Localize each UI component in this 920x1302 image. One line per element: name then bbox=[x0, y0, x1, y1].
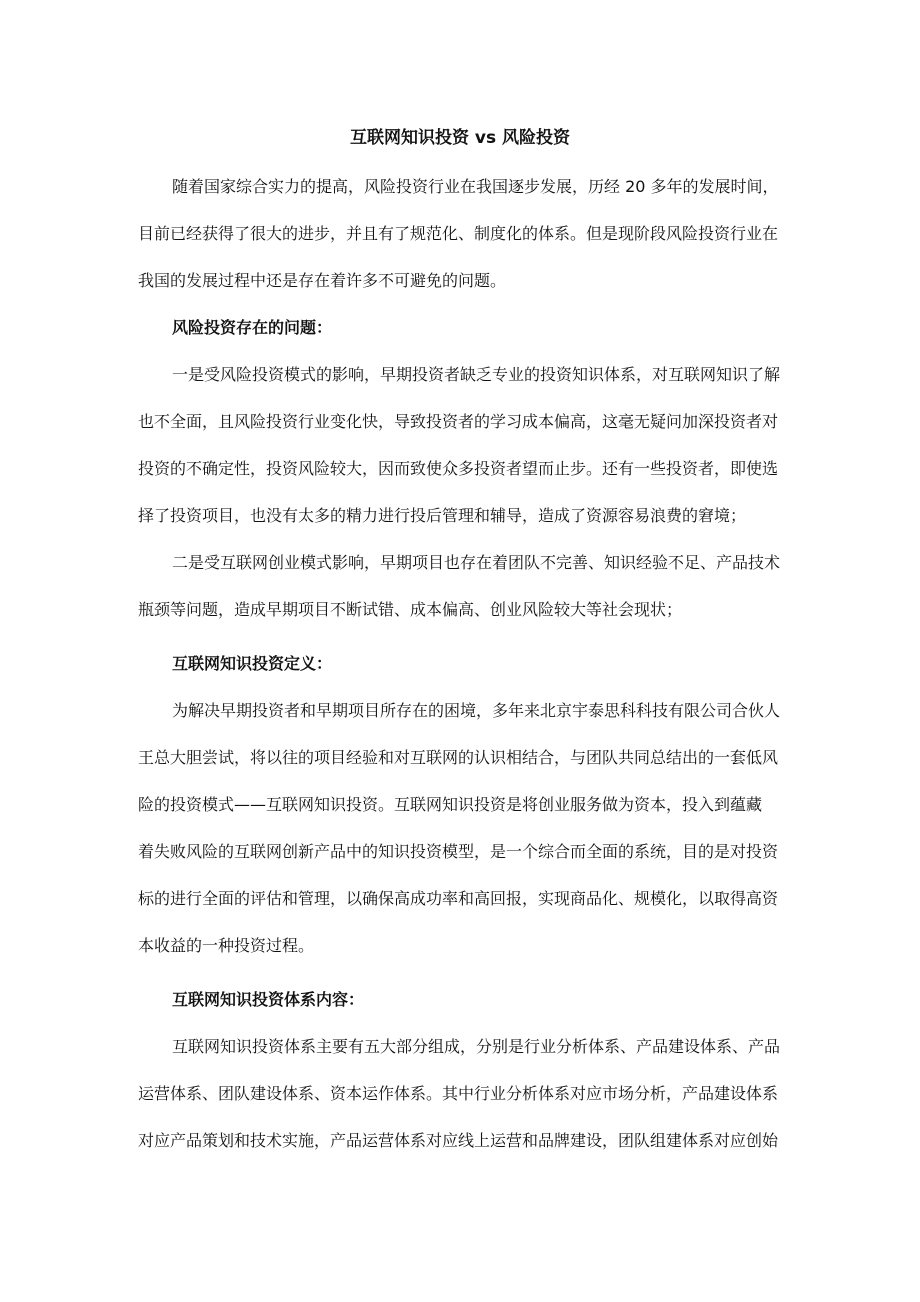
paragraph-line: 为解决早期投资者和早期项目所存在的困境，多年来北京宇泰思科科技有限公司合伙人 bbox=[172, 701, 781, 720]
paragraph-line: 我国的发展过程中还是存在着许多不可避免的问题。 bbox=[138, 271, 507, 290]
section-heading: 风险投资存在的问题： bbox=[172, 318, 333, 337]
paragraph-line: 随着国家综合实力的提高，风险投资行业在我国逐步发展，历经 20 多年的发展时间， bbox=[172, 177, 779, 196]
document-body bbox=[138, 163, 788, 1164]
paragraph bbox=[138, 163, 788, 304]
paragraph-line: 着失败风险的互联网创新产品中的知识投资模型，是一个综合而全面的系统，目的是对投资 bbox=[138, 842, 779, 861]
paragraph-line: 择了投资项目，也没有太多的精力进行投后管理和辅导，造成了资源容易浪费的窘境； bbox=[138, 506, 747, 525]
paragraph-line: 互联网知识投资体系主要有五大部分组成，分别是行业分析体系、产品建设体系、产品 bbox=[172, 1037, 781, 1056]
paragraph-line: 标的进行全面的评估和管理，以确保高成功率和高回报，实现商品化、规模化，以取得高资 bbox=[138, 889, 779, 908]
paragraph-line: 瓶颈等问题，造成早期项目不断试错、成本偏高、创业风险较大等社会现状； bbox=[138, 600, 683, 619]
paragraph-line: 投资的不确定性，投资风险较大，因而致使众多投资者望而止步。还有一些投资者，即使选 bbox=[138, 459, 779, 478]
paragraph-line: 也不全面，且风险投资行业变化快，导致投资者的学习成本偏高，这毫无疑问加深投资者对 bbox=[138, 412, 779, 431]
paragraph-line: 王总大胆尝试，将以往的项目经验和对互联网的认识相结合，与团队共同总结出的一套低风 bbox=[138, 748, 779, 767]
paragraph bbox=[138, 1023, 788, 1164]
section-heading: 互联网知识投资体系内容： bbox=[172, 990, 365, 1009]
section-heading: 互联网知识投资定义： bbox=[172, 654, 333, 673]
paragraph-line: 一是受风险投资模式的影响，早期投资者缺乏专业的投资知识体系，对互联网知识了解 bbox=[172, 365, 781, 384]
document-title: 互联网知识投资 vs 风险投资 bbox=[349, 128, 571, 148]
paragraph bbox=[138, 351, 788, 539]
paragraph-line: 对应产品策划和技术实施，产品运营体系对应线上运营和品牌建设，团队组建体系对应创始 bbox=[138, 1131, 779, 1150]
paragraph-line: 运营体系、团队建设体系、资本运作体系。其中行业分析体系对应市场分析，产品建设体系 bbox=[138, 1084, 779, 1103]
paragraph-line: 目前已经获得了很大的进步，并且有了规范化、制度化的体系。但是现阶段风险投资行业在 bbox=[138, 224, 779, 243]
paragraph-line: 本收益的一种投资过程。 bbox=[138, 936, 315, 955]
paragraph-line: 险的投资模式——互联网知识投资。互联网知识投资是将创业服务做为资本，投入到蕴藏 bbox=[138, 795, 763, 814]
paragraph bbox=[138, 539, 788, 633]
paragraph bbox=[138, 687, 788, 969]
paragraph-line: 二是受互联网创业模式影响，早期项目也存在着团队不完善、知识经验不足、产品技术 bbox=[172, 553, 781, 572]
